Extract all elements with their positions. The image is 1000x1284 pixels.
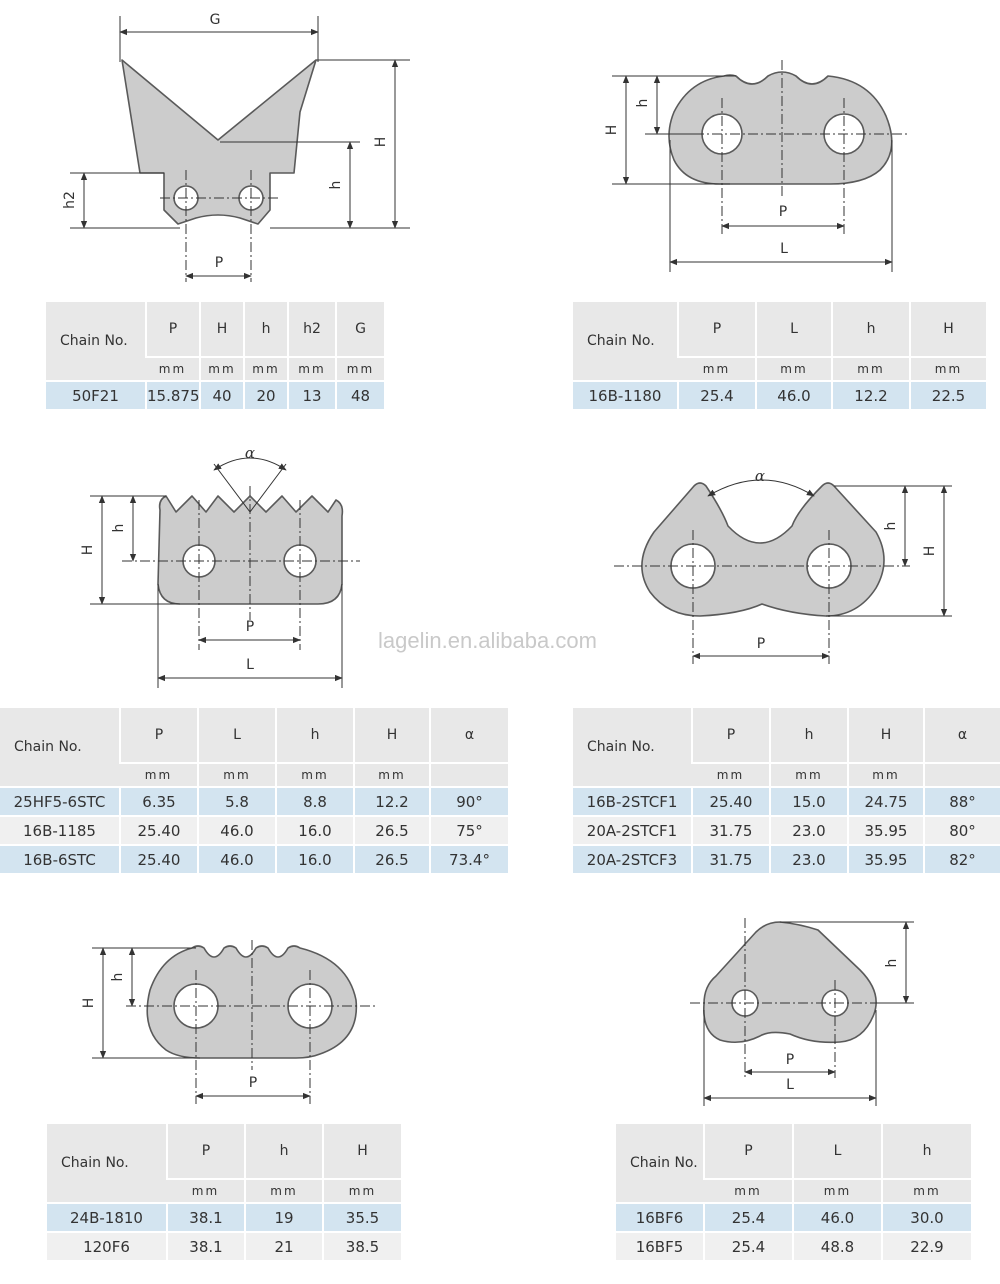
table-cell: 75°	[430, 816, 508, 845]
dim-label-H: H	[604, 124, 620, 136]
table-cell: 22.9	[882, 1232, 971, 1260]
table-cell: 31.75	[692, 816, 770, 845]
table-cell: 12.2	[354, 787, 430, 816]
chain-no-cell: 16BF5	[616, 1232, 704, 1260]
table-cell: 15.875	[146, 381, 200, 409]
header-H: H	[323, 1124, 401, 1179]
chain-no-cell: 16B-1185	[0, 816, 120, 845]
dim-label-h: h	[883, 521, 899, 531]
dim-label-p: P	[248, 1075, 258, 1091]
unit-cell: mm	[832, 357, 910, 381]
dim-label-l: L	[246, 657, 254, 673]
spec-table-50f21	[46, 302, 384, 409]
chain-no-cell: 24B-1810	[47, 1203, 167, 1232]
table-cell: 6.35	[120, 787, 198, 816]
dim-label-h: h	[111, 523, 127, 533]
table-cell: 23.0	[770, 816, 848, 845]
dim-label-alpha: α	[244, 444, 256, 462]
spec-table-peaked	[616, 1124, 971, 1260]
table-cell: 25.40	[120, 816, 198, 845]
dim-label-alpha: α	[754, 467, 766, 485]
drawing-16b-1180	[604, 60, 910, 272]
table-row	[0, 816, 508, 845]
header-h: h	[882, 1124, 971, 1179]
header-alpha: α	[924, 708, 1000, 763]
table-cell: 15.0	[770, 787, 848, 816]
header-p: P	[146, 302, 200, 357]
dim-label-p: P	[245, 619, 255, 635]
chain-no-cell: 25HF5-6STC	[0, 787, 120, 816]
table-cell: 25.40	[120, 845, 198, 873]
header-h: h	[770, 708, 848, 763]
unit-cell: mm	[848, 763, 924, 787]
unit-cell: mm	[793, 1179, 882, 1203]
table-cell: 40	[200, 381, 244, 409]
header-chain-no: Chain No.	[0, 708, 120, 787]
table-row	[573, 787, 1000, 816]
table-cell: 46.0	[198, 816, 276, 845]
drawing-toothed-plate	[80, 444, 360, 688]
unit-cell: mm	[756, 357, 832, 381]
header-chain-no: Chain No.	[573, 302, 678, 381]
header-chain-no: Chain No.	[47, 1124, 167, 1203]
unit-cell: mm	[323, 1179, 401, 1203]
dim-label-h: h	[884, 958, 900, 968]
chain-no-cell: 16B-6STC	[0, 845, 120, 873]
header-H: H	[848, 708, 924, 763]
unit-cell	[430, 763, 508, 787]
unit-cell: mm	[167, 1179, 245, 1203]
header-h: h	[276, 708, 354, 763]
header-H: H	[200, 302, 244, 357]
table-cell: 80°	[924, 816, 1000, 845]
chain-no-cell: 120F6	[47, 1232, 167, 1260]
table-cell: 13	[288, 381, 336, 409]
unit-cell: mm	[244, 357, 288, 381]
header-alpha: α	[430, 708, 508, 763]
table-cell: 5.8	[198, 787, 276, 816]
table-cell: 26.5	[354, 845, 430, 873]
header-p: P	[167, 1124, 245, 1179]
table-cell: 38.1	[167, 1232, 245, 1260]
drawing-50f21	[62, 12, 410, 282]
header-H: H	[354, 708, 430, 763]
dim-label-h: h	[328, 180, 344, 190]
dim-label-g: G	[209, 12, 221, 28]
chain-no-cell: 20A-2STCF3	[573, 845, 692, 873]
unit-cell: mm	[354, 763, 430, 787]
unit-cell: mm	[704, 1179, 793, 1203]
table-row	[573, 816, 1000, 845]
table-row	[47, 1232, 401, 1260]
peaked-link-plate	[704, 922, 876, 1042]
table-cell: 90°	[430, 787, 508, 816]
dim-label-p: P	[785, 1052, 795, 1068]
dim-label-h2: h2	[62, 191, 78, 209]
table-cell: 25.4	[678, 381, 756, 409]
table-cell: 35.95	[848, 816, 924, 845]
table-row	[616, 1232, 971, 1260]
spec-table-16b-1180	[573, 302, 986, 409]
dim-label-H: H	[922, 545, 938, 557]
header-h2: h2	[288, 302, 336, 357]
header-h: h	[244, 302, 288, 357]
chain-no-cell: 16B-1180	[573, 381, 678, 409]
unit-cell	[924, 763, 1000, 787]
table-cell: 24.75	[848, 787, 924, 816]
table-cell: 21	[245, 1232, 323, 1260]
table-cell: 23.0	[770, 845, 848, 873]
table-cell: 88°	[924, 787, 1000, 816]
chain-no-cell: 16BF6	[616, 1203, 704, 1232]
dim-label-p: P	[756, 636, 766, 652]
drawing-round-notched-plate	[81, 940, 378, 1104]
dim-label-h: h	[110, 972, 126, 982]
watermark: lagelin.en.alibaba.com	[378, 628, 597, 653]
dim-label-H: H	[81, 997, 97, 1009]
table-cell: 46.0	[198, 845, 276, 873]
table-cell: 20	[244, 381, 288, 409]
unit-cell: mm	[692, 763, 770, 787]
spec-table-toothed	[0, 708, 508, 873]
table-cell: 12.2	[832, 381, 910, 409]
table-row	[573, 381, 986, 409]
header-p: P	[120, 708, 198, 763]
table-cell: 16.0	[276, 816, 354, 845]
unit-cell: mm	[245, 1179, 323, 1203]
table-cell: 46.0	[756, 381, 832, 409]
table-cell: 38.1	[167, 1203, 245, 1232]
dim-label-l: L	[786, 1077, 794, 1093]
spec-table-double-horn	[573, 708, 1000, 873]
table-row	[0, 845, 508, 873]
table-cell: 73.4°	[430, 845, 508, 873]
dim-label-p: P	[778, 204, 788, 220]
unit-cell: mm	[336, 357, 384, 381]
table-cell: 25.4	[704, 1203, 793, 1232]
header-chain-no: Chain No.	[573, 708, 692, 787]
table-cell: 30.0	[882, 1203, 971, 1232]
table-cell: 48	[336, 381, 384, 409]
table-cell: 26.5	[354, 816, 430, 845]
chain-no-cell: 20A-2STCF1	[573, 816, 692, 845]
header-p: P	[678, 302, 756, 357]
table-cell: 25.40	[692, 787, 770, 816]
unit-cell: mm	[276, 763, 354, 787]
table-cell: 82°	[924, 845, 1000, 873]
table-cell: 35.5	[323, 1203, 401, 1232]
unit-cell: mm	[770, 763, 848, 787]
table-cell: 35.95	[848, 845, 924, 873]
header-l: L	[198, 708, 276, 763]
unit-cell: mm	[120, 763, 198, 787]
dim-label-H: H	[80, 544, 96, 556]
table-row	[616, 1203, 971, 1232]
dim-label-p: P	[214, 255, 224, 271]
chain-no-cell: 16B-2STCF1	[573, 787, 692, 816]
drawing-peaked-plate	[690, 918, 914, 1106]
header-p: P	[704, 1124, 793, 1179]
unit-cell: mm	[200, 357, 244, 381]
header-chain-no: Chain No.	[616, 1124, 704, 1203]
header-l: L	[756, 302, 832, 357]
unit-cell: mm	[198, 763, 276, 787]
drawing-double-horn-plate	[614, 467, 952, 664]
unit-cell: mm	[910, 357, 986, 381]
table-cell: 38.5	[323, 1232, 401, 1260]
unit-cell: mm	[288, 357, 336, 381]
dim-label-l: L	[780, 241, 788, 257]
table-cell: 25.4	[704, 1232, 793, 1260]
table-row	[573, 845, 1000, 873]
header-p: P	[692, 708, 770, 763]
header-h: h	[832, 302, 910, 357]
spec-table-round-notched	[47, 1124, 401, 1260]
table-row	[46, 381, 384, 409]
header-H: H	[910, 302, 986, 357]
header-h: h	[245, 1124, 323, 1179]
table-cell: 46.0	[793, 1203, 882, 1232]
dim-label-h: h	[635, 98, 651, 108]
unit-cell: mm	[146, 357, 200, 381]
table-row	[0, 787, 508, 816]
table-cell: 19	[245, 1203, 323, 1232]
header-l: L	[793, 1124, 882, 1179]
table-cell: 48.8	[793, 1232, 882, 1260]
header-chain-no: Chain No.	[46, 302, 146, 381]
unit-cell: mm	[882, 1179, 971, 1203]
table-cell: 16.0	[276, 845, 354, 873]
table-row	[47, 1203, 401, 1232]
table-cell: 8.8	[276, 787, 354, 816]
header-g: G	[336, 302, 384, 357]
table-cell: 31.75	[692, 845, 770, 873]
unit-cell: mm	[678, 357, 756, 381]
table-cell: 22.5	[910, 381, 986, 409]
dim-label-H: H	[373, 136, 389, 148]
chain-no-cell: 50F21	[46, 381, 146, 409]
